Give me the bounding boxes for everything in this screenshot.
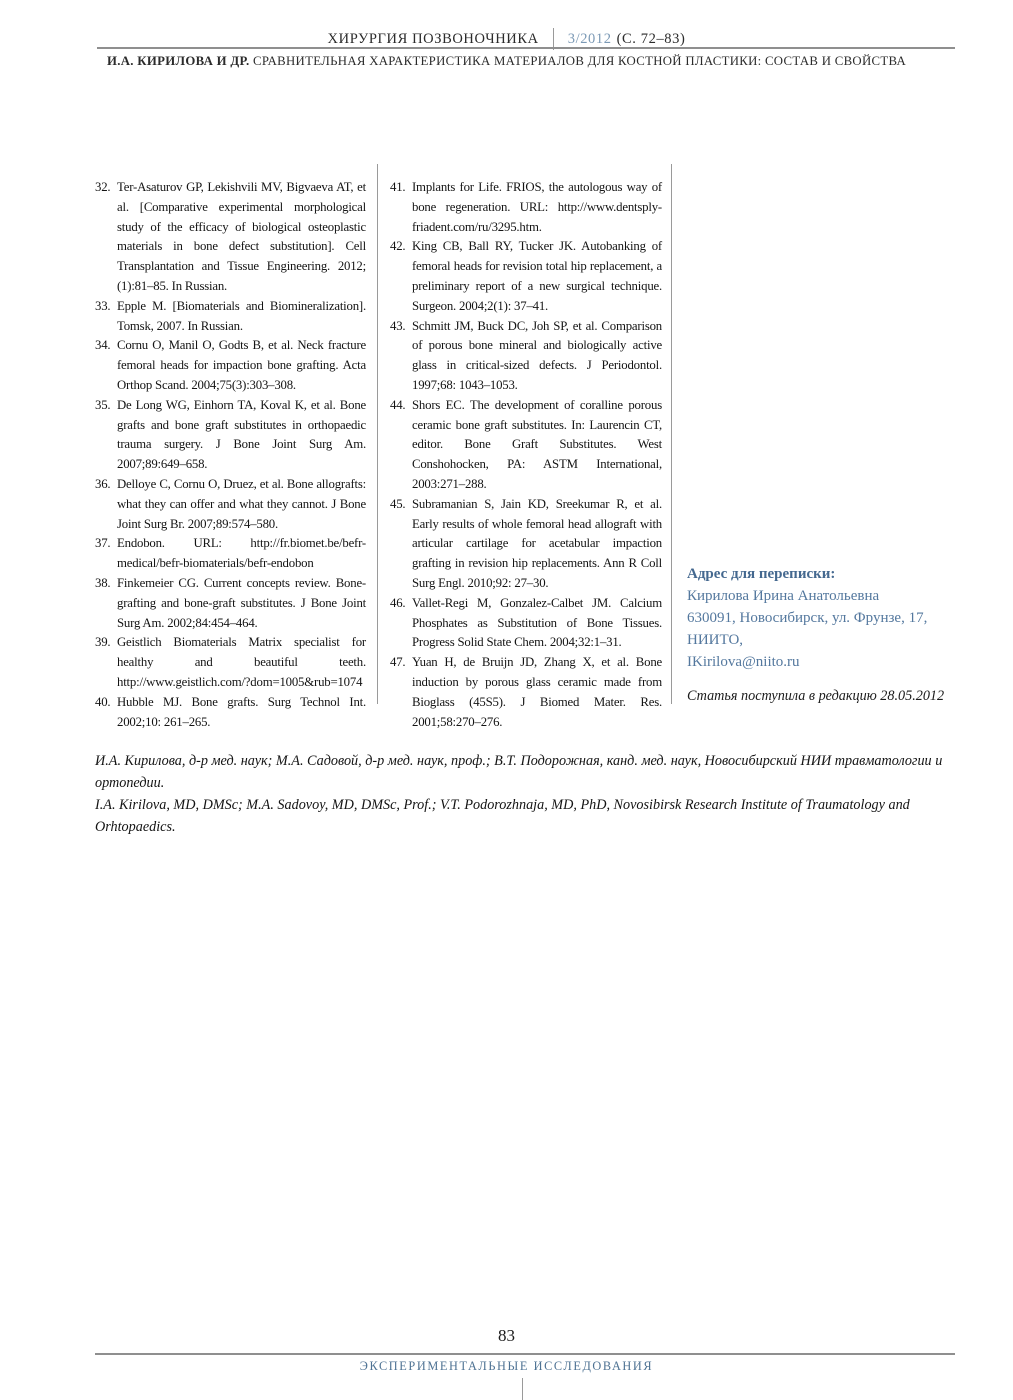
running-authors: И.А. КИРИЛОВА И ДР. (106, 54, 250, 68)
reference-number: 45. (390, 496, 406, 511)
reference-text: Yuan H, de Bruijn JD, Zhang X, et al. Bone induction by porous glass ceramic made from Bioglass (45S5). J Biomed Mater. Res. 2001;58:270–276. (412, 655, 662, 729)
issue-number: 3/2012 (567, 30, 612, 47)
reference-number: 46. (390, 595, 406, 610)
reference-item (95, 475, 366, 534)
column-divider (377, 164, 378, 704)
reference-text: Hubble MJ. Bone grafts. Surg Technol Int. 2002;10: 261–265. (117, 694, 366, 729)
references-column-1 (95, 178, 366, 732)
reference-text: Shors EC. The development of coralline porous ceramic bone graft substitutes. In: Laurencin CT, editor. Bone Graft Substitutes. West Conshohocken, PA: ASTM International, 2003:271–288. (412, 397, 662, 491)
reference-number: 39. (95, 635, 111, 650)
header-rule (97, 47, 955, 49)
column-divider (671, 164, 672, 704)
reference-text: King CB, Ball RY, Tucker JK. Autobanking of femoral heads for revision total hip replacement, a preliminary report of a new surgical technique. Surgeon. 2004;2(1): 37–41. (412, 239, 662, 313)
correspondence-line: 630091, Новосибирск, ул. Фрунзе, 17, (687, 610, 928, 626)
reference-item (390, 594, 662, 653)
reference-text: Cornu O, Manil O, Godts B, et al. Neck fracture femoral heads for impaction bone grafting. Acta Orthop Scand. 2004;75(3):303–308. (117, 338, 366, 392)
reference-item (95, 178, 366, 297)
authors-credentials (95, 750, 957, 838)
reference-text: Endobon. URL: http://fr.biomet.be/befr-medical/befr-biomaterials/befr-endobon (117, 536, 366, 571)
reference-item (95, 297, 366, 337)
reference-item (390, 317, 662, 396)
reference-item (95, 633, 366, 692)
reference-number: 37. (95, 536, 111, 551)
running-article-title: СРАВНИТЕЛЬНАЯ ХАРАКТЕРИСТИКА МАТЕРИАЛОВ ДЛЯ КОСТНОЙ ПЛАСТИКИ: СОСТАВ И СВОЙСТВА (249, 54, 907, 68)
reference-item (95, 574, 366, 633)
reference-number: 34. (95, 338, 111, 353)
reference-text: Subramanian S, Jain KD, Sreekumar R, et al. Early results of whole femoral head allograft with articular cartilage for acetabular impaction grafting in revision hip replacements. Ann R Coll Surg Engl. 2010;92: 27–30. (412, 496, 662, 590)
footer-tick-line (522, 1378, 523, 1400)
reference-number: 32. (95, 180, 111, 194)
reference-item (390, 495, 662, 594)
correspondence-heading: Адрес для переписки: (687, 566, 836, 582)
page-range: (С. 72–83) (616, 30, 686, 47)
reference-item (95, 396, 366, 475)
correspondence-line: Кирилова Ирина Анатольевна (687, 588, 880, 604)
reference-number: 42. (390, 239, 406, 254)
reference-text: Vallet-Regi M, Gonzalez-Calbet JM. Calcium Phosphates as Substitution of Bone Tissues. Progress Solid State Chem. 2004;32:1–31. (412, 595, 662, 650)
references-column-2 (390, 178, 662, 732)
reference-text: Epple M. [Biomaterials and Biomineralization]. Tomsk, 2007. In Russian. (117, 298, 366, 333)
reference-number: 40. (95, 694, 111, 709)
authors-credentials-english: I.A. Kirilova, MD, DMSc; M.A. Sadovoy, MD, DMSc, Prof.; V.T. Podorozhnaja, MD, PhD, Novosibirsk Research Institute of Traumatology and Orhtopaedics. (95, 797, 910, 835)
reference-text: Implants for Life. FRIOS, the autologous way of bone regeneration. URL: http://www.dentsply-friadent.com/ru/3295.htm. (412, 180, 662, 234)
reference-number: 35. (95, 397, 111, 412)
reference-item (390, 653, 662, 732)
correspondence-line: НИИТО, (687, 632, 744, 648)
reference-text: De Long WG, Einhorn TA, Koval K, et al. Bone grafts and bone graft substitutes in orthopaedic trauma surgery. J Bone Joint Surg Am. 2007;89:649–658. (117, 397, 366, 472)
reference-number: 44. (390, 397, 406, 412)
correspondence-block (687, 563, 962, 673)
section-title: ЭКСПЕРИМЕНТАЛЬНЫЕ ИССЛЕДОВАНИЯ (359, 1359, 654, 1373)
reference-number: 33. (95, 298, 111, 313)
page-number: 83 (498, 1326, 515, 1345)
reference-text: Delloye C, Cornu O, Druez, et al. Bone allografts: what they can offer and what they cannot. J Bone Joint Surg Br. 2007;89:574–580. (117, 476, 366, 531)
reference-text: Ter-Asaturov GP, Lekishvili MV, Bigvaeva AT, et al. [Comparative experimental morphological study of the efficacy of biological osteoplastic materials in bone defect substitution]. Cell Transplantation and Tissue Engineering. 2012;(1):81–85. In Russian. (117, 180, 366, 293)
reference-item (390, 237, 662, 316)
correspondence-line: IKirilova@niito.ru (687, 654, 800, 670)
reference-number: 43. (390, 318, 406, 333)
reference-number: 47. (390, 655, 406, 670)
reference-number: 36. (95, 476, 111, 491)
footer-rule (95, 1353, 955, 1355)
reference-item (95, 693, 366, 733)
reference-number: 41. (390, 180, 406, 194)
reference-text: Geistlich Biomaterials Matrix specialist for healthy and beautiful teeth. http://www.geistlich.com/?dom=1005&rub=1074 (117, 635, 366, 689)
reference-item (95, 336, 366, 395)
article-running-title (0, 54, 1013, 69)
reference-item (390, 396, 662, 495)
correspondence-lines (687, 585, 962, 673)
received-date-note: Статья поступила в редакцию 28.05.2012 (687, 688, 945, 704)
journal-title: ХИРУРГИЯ ПОЗВОНОЧНИКА (327, 30, 539, 47)
authors-credentials-russian: И.А. Кирилова, д-р мед. наук; М.А. Садовой, д-р мед. наук, проф.; В.Т. Подорожная, канд. мед. наук, Новосибирский НИИ травматологии и ортопедии. (95, 753, 943, 791)
reference-number: 38. (95, 575, 111, 590)
reference-item (95, 534, 366, 574)
reference-text: Finkemeier CG. Current concepts review. Bone-grafting and bone-graft substitutes. J Bone Joint Surg Am. 2002;84:454–464. (117, 575, 366, 630)
reference-item (390, 178, 662, 237)
reference-text: Schmitt JM, Buck DC, Joh SP, et al. Comparison of porous bone mineral and biologically active glass in critical-sized defects. J Periodontol. 1997;68: 1043–1053. (412, 318, 662, 392)
